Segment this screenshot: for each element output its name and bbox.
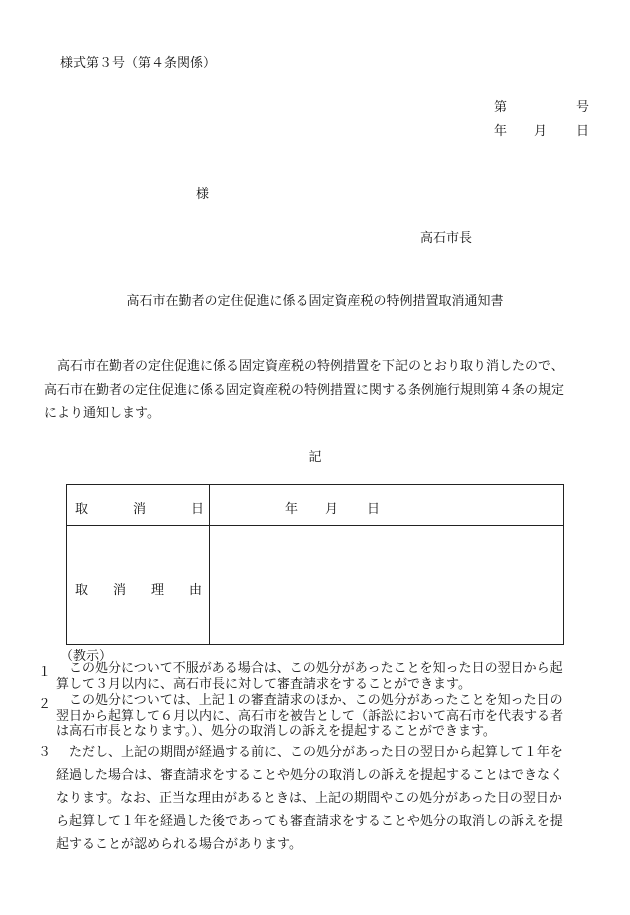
- instruction-item-number: ３: [38, 745, 52, 760]
- label-cancel-date-char: 日: [191, 502, 205, 517]
- instruction-line: この処分について不服がある場合は、この処分があったことを知った日の翌日から起: [69, 661, 563, 676]
- form-number: 様式第３号（第４条関係）: [60, 56, 217, 71]
- cancel-date-month: 月: [325, 502, 339, 517]
- document-title: 高石市在勤者の定住促進に係る固定資産税の特例措置取消通知書: [126, 294, 504, 309]
- instruction-item-number: １: [38, 665, 52, 680]
- doc-number-prefix: 第: [494, 100, 508, 115]
- label-cancel-date-char: 消: [133, 502, 147, 517]
- instruction-line: 算して３月以内に、高石市長に対して審査請求をすることができます。: [56, 676, 471, 692]
- table-column-divider: [209, 485, 210, 644]
- body-line: 高石市在勤者の定住促進に係る固定資産税の特例措置に関する条例施行規則第４条の規定: [44, 382, 565, 398]
- ki-heading: 記: [308, 450, 322, 465]
- label-cancel-reason-char: 由: [189, 583, 203, 598]
- instruction-line: ら起算して１年を経過した後であっても審査請求をすることや処分の取消しの訴えを提: [56, 814, 563, 829]
- date-year: 年: [494, 124, 508, 139]
- cancel-date-day: 日: [367, 502, 381, 517]
- addressee-honorific: 様: [196, 187, 210, 202]
- instruction-line: 経過した場合は、審査請求をすることや処分の取消しの訴えを提起することはできなく: [56, 768, 564, 783]
- body-line: により通知します。: [44, 406, 160, 421]
- cancel-date-year: 年: [285, 502, 299, 517]
- body-line: 高石市在勤者の定住促進に係る固定資産税の特例措置を下記のとおり取り消したので、: [57, 359, 564, 374]
- label-cancel-reason-char: 消: [113, 583, 127, 598]
- label-cancel-reason-char: 取: [75, 583, 89, 598]
- instruction-line: なります。なお、正当な理由があるときは、上記の期間やこの処分があった日の翌日か: [56, 791, 562, 806]
- instruction-item-number: ２: [38, 697, 52, 712]
- instruction-line: この処分については、上記１の審査請求のほか、この処分があったことを知った日の: [69, 693, 563, 708]
- instruction-line: は高石市長となります。）、処分の取消しの訴えを提起することができます。: [56, 724, 496, 739]
- label-cancel-reason-char: 理: [151, 583, 165, 598]
- issuer: 高石市長: [420, 231, 473, 246]
- body-paragraph: [44, 355, 594, 426]
- instruction-line: 翌日から起算して６月以内に、高石市を被告として（訴訟において高石市を代表する者: [56, 708, 564, 724]
- doc-number-suffix: 号: [576, 100, 590, 115]
- cancellation-table: [66, 484, 564, 645]
- label-cancel-date-char: 取: [75, 502, 89, 517]
- table-row-divider: [67, 525, 563, 526]
- instruction-line: ただし、上記の期間が経過する前に、この処分があった日の翌日から起算して１年を: [69, 745, 563, 760]
- date-day: 日: [576, 124, 590, 139]
- date-month: 月: [534, 124, 548, 139]
- instruction-heading: （教示）: [60, 649, 113, 664]
- instruction-line: 起することが認められる場合があります。: [56, 837, 302, 852]
